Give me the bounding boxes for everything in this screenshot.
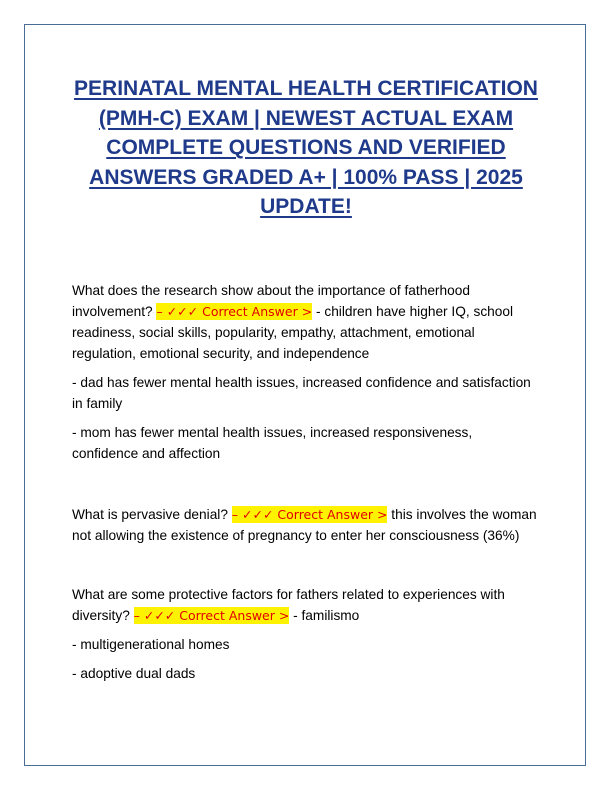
- answer-text: - familismo: [293, 608, 360, 623]
- answer-extra-line: - adoptive dual dads: [72, 666, 196, 681]
- answer-text: - children have higher IQ, school readiness, social skills, popularity, empathy, attachment, emotional regulation, emotional security, and independence: [72, 304, 514, 361]
- answer-extra-line: - multigenerational homes: [72, 637, 230, 652]
- correct-answer-tag: – ✓✓✓ Correct Answer >: [231, 507, 388, 522]
- question-text: What are some protective factors for fathers related to experiences with diversity?: [72, 587, 505, 623]
- question-text: What is pervasive denial?: [72, 507, 228, 522]
- answer-extra-line: - mom has fewer mental health issues, increased responsiveness, confidence and affection: [72, 425, 473, 461]
- qa-content: [72, 280, 542, 692]
- answer-extra-line: - dad has fewer mental health issues, increased confidence and satisfaction in family: [72, 375, 531, 411]
- correct-answer-tag: – ✓✓✓ Correct Answer >: [133, 608, 290, 623]
- qa-item-3: [72, 584, 542, 626]
- qa-item-2: [72, 504, 542, 546]
- question-text: What does the research show about the importance of fatherhood involvement?: [72, 283, 470, 319]
- correct-answer-tag: – ✓✓✓ Correct Answer >: [156, 304, 313, 319]
- answer-text: this involves the woman not allowing the existence of pregnancy to enter her consciousness (36%): [72, 507, 537, 543]
- document-title: PERINATAL MENTAL HEALTH CERTIFICATION (PMH-C) EXAM | NEWEST ACTUAL EXAM COMPLETE QUESTIONS AND VERIFIED ANSWERS GRADED A+ | 100% PASS | 2025 UPDATE!: [74, 77, 538, 218]
- qa-item-1: [72, 280, 542, 364]
